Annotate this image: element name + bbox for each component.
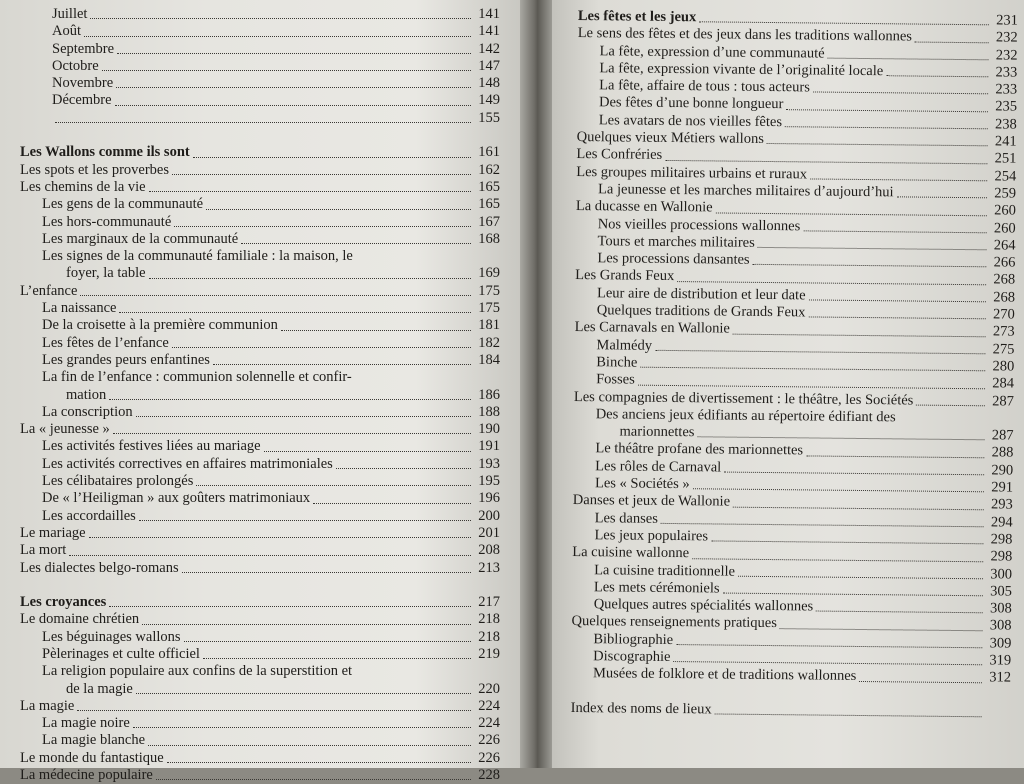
toc-page-number: 309 (985, 635, 1011, 653)
toc-entry (20, 646, 500, 663)
toc-page-number: 141 (474, 6, 500, 23)
toc-entry-label: Les dialectes belgo-romans (20, 560, 179, 577)
toc-entry (20, 41, 500, 58)
toc-page-number: 195 (474, 473, 500, 490)
dot-leader (810, 177, 987, 181)
toc-entry-first-line: La fin de l’enfance : communion solennelle et confir- (20, 369, 500, 386)
dot-leader (699, 21, 989, 26)
dot-leader (196, 484, 471, 486)
toc-page-number: 232 (991, 47, 1017, 65)
toc-entry-label: Les processions dansantes (575, 250, 749, 269)
toc-entry-label: Le mariage (20, 525, 86, 542)
toc-page-number: 184 (474, 352, 500, 369)
toc-entry (20, 352, 500, 369)
dot-leader (886, 74, 988, 77)
toc-entry-label: Les Confréries (576, 146, 662, 164)
toc-entry-first-line: Les signes de la communauté familiale : la maison, le (20, 248, 500, 265)
toc-entry-label: Les croyances (20, 594, 106, 611)
toc-page-number: 188 (474, 404, 500, 421)
dot-leader (733, 505, 984, 510)
toc-entry (20, 629, 500, 646)
dot-leader (336, 467, 471, 469)
toc-page-number: 208 (474, 542, 500, 559)
toc-page-number: 149 (474, 92, 500, 109)
toc-page-number: 232 (992, 30, 1018, 48)
dot-leader (184, 640, 471, 642)
toc-entry-label: Les béguinages wallons (20, 629, 181, 646)
toc-page-number: 218 (474, 611, 500, 628)
toc-entry-label: Août (20, 23, 81, 40)
dot-leader (113, 432, 471, 434)
toc-entry-label: Les Wallons comme ils sont (20, 144, 190, 161)
toc-entry (20, 387, 500, 404)
toc-entry (20, 300, 500, 317)
dot-leader (264, 450, 471, 452)
toc-entry (20, 58, 500, 75)
dot-leader (109, 605, 471, 607)
toc-page-number: 226 (474, 732, 500, 749)
toc-page-number: 161 (474, 144, 500, 161)
toc-page-number: 300 (986, 566, 1012, 584)
toc-page-number: 308 (985, 618, 1011, 636)
dot-leader (809, 298, 986, 302)
dot-leader (206, 208, 471, 210)
dot-leader (758, 246, 987, 250)
toc-entry-label: L’enfance (20, 283, 77, 300)
toc-entry (20, 473, 500, 490)
toc-entry-label: Les mets cérémoniels (572, 579, 720, 598)
toc-entry (20, 732, 500, 749)
toc-page-number: 231 (992, 12, 1018, 30)
dot-leader (149, 277, 471, 279)
toc-entry (20, 681, 500, 698)
toc-page-number: 287 (988, 393, 1014, 411)
toc-page-number: 148 (474, 75, 500, 92)
toc-entry-label: Des fêtes d’une bonne longueur (577, 94, 784, 113)
toc-page-number: 217 (474, 594, 500, 611)
dot-leader (241, 242, 471, 244)
toc-page-number: 260 (990, 220, 1016, 238)
dot-leader (803, 229, 986, 233)
toc-entry-label: Musées de folklore et de traditions wallonnes (571, 665, 857, 685)
toc-entry-label: Fosses (574, 371, 635, 389)
dot-leader (665, 159, 987, 164)
toc-entry (20, 179, 500, 196)
toc-entry-label: La mort (20, 542, 66, 559)
dot-leader (213, 363, 471, 365)
toc-entry-label: Juillet (20, 6, 87, 23)
left-page (0, 0, 520, 768)
toc-entry-label: Quelques autres spécialités wallonnes (572, 596, 814, 616)
toc-entry (20, 23, 500, 40)
toc-page-number: 287 (987, 427, 1013, 445)
toc-page-number: 308 (986, 600, 1012, 618)
toc-page-number: 219 (474, 646, 500, 663)
dot-leader (109, 398, 471, 400)
dot-leader (149, 190, 471, 192)
dot-leader (677, 280, 986, 285)
toc-page-number: 162 (474, 162, 500, 179)
toc-entry-label: Malmédy (574, 337, 652, 355)
toc-entry (20, 335, 500, 352)
toc-page-number: 290 (987, 462, 1013, 480)
toc-entry (20, 542, 500, 559)
toc-page-number: 280 (988, 358, 1014, 376)
toc-entry (20, 404, 500, 421)
toc-list-left (20, 6, 500, 784)
toc-entry-label: Septembre (20, 41, 114, 58)
dot-leader (715, 713, 982, 718)
dot-leader (806, 454, 984, 458)
toc-page-number: 147 (474, 58, 500, 75)
toc-page-number: 190 (474, 421, 500, 438)
toc-entry-label: foyer, la table (20, 265, 146, 282)
toc-page-number: 181 (474, 317, 500, 334)
toc-page-number: 224 (474, 698, 500, 715)
toc-entry-label: Leur aire de distribution et leur date (575, 285, 806, 305)
toc-entry (20, 715, 500, 732)
toc-entry-label: Les fêtes de l’enfance (20, 335, 169, 352)
dot-leader (102, 69, 471, 71)
toc-spacer (20, 127, 500, 144)
dot-leader (767, 142, 988, 146)
toc-entry-label: La jeunesse et les marches militaires d’aujourd’hui (576, 181, 894, 202)
toc-entry-first-line: Des anciens jeux édifiants au répertoire édifiant des (574, 406, 1014, 428)
dot-leader (139, 519, 471, 521)
dot-leader (716, 211, 987, 216)
dot-leader (813, 91, 988, 95)
toc-list-right (571, 8, 1018, 722)
dot-leader (640, 366, 985, 372)
toc-page-number: 233 (991, 82, 1017, 100)
toc-entry-label: Décembre (20, 92, 112, 109)
toc-entry (20, 508, 500, 525)
toc-entry (20, 456, 500, 473)
dot-leader (916, 403, 985, 406)
toc-entry (20, 611, 500, 628)
toc-page-number: 266 (989, 254, 1015, 272)
toc-entry-label: De la croisette à la première communion (20, 317, 278, 334)
toc-entry-label: Les Carnavals en Wallonie (575, 319, 730, 338)
dot-leader (692, 557, 983, 562)
toc-entry-label: Les avatars de nos vieilles fêtes (577, 112, 782, 131)
dot-leader (148, 744, 471, 746)
toc-entry (20, 438, 500, 455)
dot-leader (780, 627, 983, 631)
dot-leader (182, 571, 471, 573)
toc-entry-label: Les Grands Feux (575, 267, 674, 285)
toc-entry-label: Les hors-communauté (20, 214, 171, 231)
toc-page-number: 196 (474, 490, 500, 507)
dot-leader (828, 57, 989, 61)
toc-entry-label: Quelques traditions de Grands Feux (575, 302, 806, 322)
toc-section-heading (20, 144, 500, 161)
toc-page-number: 175 (474, 300, 500, 317)
dot-leader (673, 660, 982, 665)
toc-entry-label: La « jeunesse » (20, 421, 110, 438)
toc-entry-label: Les jeux populaires (572, 527, 708, 546)
toc-page-number: 201 (474, 525, 500, 542)
dot-leader (174, 225, 471, 227)
toc-page-number: 254 (990, 168, 1016, 186)
dot-leader (77, 709, 471, 711)
dot-leader (808, 316, 985, 320)
toc-entry-label: Danses et jeux de Wallonie (573, 492, 730, 511)
toc-entry-label: Les activités festives liées au mariage (20, 438, 261, 455)
dot-leader (697, 436, 984, 441)
toc-entry-label: Les groupes militaires urbains et ruraux (576, 164, 807, 184)
toc-page-number: 200 (474, 508, 500, 525)
toc-page-number: 142 (474, 41, 500, 58)
toc-entry (20, 421, 500, 438)
dot-leader (281, 329, 471, 331)
dot-leader (84, 35, 471, 37)
toc-page-number: 270 (989, 306, 1015, 324)
toc-entry (20, 317, 500, 334)
toc-entry-label: Les grandes peurs enfantines (20, 352, 210, 369)
dot-leader (786, 108, 988, 112)
toc-page-number: 259 (990, 185, 1016, 203)
toc-entry-label: Bibliographie (571, 631, 673, 649)
toc-entry (20, 560, 500, 577)
toc-page-number: 264 (989, 237, 1015, 255)
toc-page-number: 294 (987, 514, 1013, 532)
book-gutter (520, 0, 552, 768)
dot-leader (172, 173, 471, 175)
toc-entry-label: Le monde du fantastique (20, 750, 164, 767)
dot-leader (723, 592, 983, 597)
toc-entry-label: La médecine populaire (20, 767, 153, 784)
dot-leader (733, 332, 986, 337)
toc-entry-label: Les célibataires prolongés (20, 473, 193, 490)
dot-leader (724, 471, 984, 476)
toc-entry-label: Les marginaux de la communauté (20, 231, 238, 248)
toc-page-number: 319 (985, 652, 1011, 670)
toc-spacer (20, 577, 500, 594)
toc-page-number: 251 (990, 151, 1016, 169)
toc-entry-label: La conscription (20, 404, 133, 421)
toc-page-number: 228 (474, 767, 500, 784)
toc-entry-label: Novembre (20, 75, 113, 92)
right-page (552, 0, 1024, 768)
toc-page-number: 288 (987, 445, 1013, 463)
toc-page-number: 168 (474, 231, 500, 248)
toc-entry (20, 196, 500, 213)
toc-entry-label: Les activités correctives en affaires matrimoniales (20, 456, 333, 473)
toc-entry (20, 490, 500, 507)
toc-entry-label: Les compagnies de divertissement : le théâtre, les Sociétés (574, 389, 914, 410)
toc-entry (571, 700, 1011, 722)
toc-page-number: 191 (474, 438, 500, 455)
toc-page-number: 268 (989, 289, 1015, 307)
toc-entry-label: Tours et marches militaires (575, 233, 754, 252)
toc-entry-label: Les danses (573, 510, 658, 528)
toc-entry-label: La fête, expression d’une communauté (577, 43, 824, 63)
dot-leader (661, 522, 984, 527)
dot-leader (80, 294, 471, 296)
toc-page-number: 305 (986, 583, 1012, 601)
toc-page-number: 186 (474, 387, 500, 404)
toc-entry-label: Quelques vieux Métiers wallons (577, 129, 764, 148)
toc-page-number: 275 (988, 341, 1014, 359)
toc-entry-label: Les accordailles (20, 508, 136, 525)
dot-leader (55, 121, 471, 123)
toc-entry-label: Le sens des fêtes et des jeux dans les traditions wallonnes (578, 25, 912, 46)
toc-entry (20, 214, 500, 231)
toc-entry-label: Le théâtre profane des marionnettes (573, 440, 803, 460)
toc-entry-label: Discographie (571, 648, 670, 666)
toc-page-number: 226 (474, 750, 500, 767)
toc-entry-first-line: La religion populaire aux confins de la superstition et (20, 663, 500, 680)
toc-entry (20, 767, 500, 784)
toc-entry-label: Octobre (20, 58, 99, 75)
toc-entry-label: La fête, expression vivante de l’originalité locale (577, 60, 883, 80)
toc-entry-label: Les « Sociétés » (573, 475, 690, 494)
dot-leader (69, 554, 471, 556)
toc-entry-label: Quelques renseignements pratiques (571, 613, 777, 632)
toc-entry-label: La ducasse en Wallonie (576, 198, 713, 217)
toc-page-number: 224 (474, 715, 500, 732)
toc-entry-label: Les chemins de la vie (20, 179, 146, 196)
toc-entry (20, 6, 500, 23)
toc-entry (20, 92, 500, 109)
toc-page-number: 293 (987, 497, 1013, 515)
dot-leader (915, 40, 989, 43)
dot-leader (203, 657, 471, 659)
toc-page-number: 220 (474, 681, 500, 698)
toc-page-number: 235 (991, 99, 1017, 117)
dot-leader (897, 196, 987, 199)
toc-entry (20, 525, 500, 542)
dot-leader (117, 52, 471, 54)
toc-entry-label: La magie (20, 698, 74, 715)
toc-page-number: 165 (474, 179, 500, 196)
toc-entry-label: marionnettes (573, 423, 694, 442)
dot-leader (816, 610, 983, 614)
dot-leader (655, 349, 985, 354)
toc-page-number: 167 (474, 214, 500, 231)
dot-leader (693, 488, 984, 493)
toc-entry-label: La magie blanche (20, 732, 145, 749)
toc-entry-label: Index des noms de lieux (571, 700, 712, 719)
toc-page-number: 175 (474, 283, 500, 300)
toc-entry (20, 265, 500, 282)
toc-page-number: 273 (989, 324, 1015, 342)
toc-page-number: 260 (990, 203, 1016, 221)
dot-leader (753, 263, 987, 267)
dot-leader (89, 536, 471, 538)
toc-page-number: 291 (987, 479, 1013, 497)
dot-leader (90, 17, 471, 19)
toc-entry (20, 698, 500, 715)
dot-leader (115, 104, 471, 106)
toc-page-number: 284 (988, 376, 1014, 394)
dot-leader (116, 86, 471, 88)
toc-entry-label: Les fêtes et les jeux (578, 8, 697, 27)
toc-page-number: 169 (474, 265, 500, 282)
toc-entry-label: Binche (574, 354, 637, 372)
toc-entry-label: mation (20, 387, 106, 404)
dot-leader (859, 680, 982, 683)
dot-leader (785, 125, 988, 129)
toc-entry (20, 162, 500, 179)
dot-leader (119, 311, 471, 313)
dot-leader (711, 540, 983, 545)
toc-entry-label: La cuisine traditionnelle (572, 561, 735, 580)
toc-entry-label: La fête, affaire de tous : tous acteurs (577, 77, 810, 97)
toc-page-number: 141 (474, 23, 500, 40)
toc-page-number: 165 (474, 196, 500, 213)
dot-leader (136, 692, 471, 694)
toc-page-number: 241 (991, 133, 1017, 151)
dot-leader (136, 415, 471, 417)
toc-entry-label: Les spots et les proverbes (20, 162, 169, 179)
toc-entry-label: Le domaine chrétien (20, 611, 139, 628)
toc-page-number: 268 (989, 272, 1015, 290)
toc-page-number: 213 (474, 560, 500, 577)
toc-page-number: 193 (474, 456, 500, 473)
toc-page-number: 238 (991, 116, 1017, 134)
toc-entry-label: Pèlerinages et culte officiel (20, 646, 200, 663)
toc-page-number: 218 (474, 629, 500, 646)
toc-entry-label: La naissance (20, 300, 116, 317)
toc-entry (20, 231, 500, 248)
toc-entry (20, 283, 500, 300)
toc-page-number: 312 (985, 670, 1011, 688)
dot-leader (156, 778, 471, 780)
toc-entry (20, 110, 500, 127)
dot-leader (142, 623, 471, 625)
toc-entry-label: De « l’Heiligman » aux goûters matrimoniaux (20, 490, 310, 507)
toc-entry-label: de la magie (20, 681, 133, 698)
dot-leader (172, 346, 471, 348)
dot-leader (193, 156, 471, 158)
toc-entry (20, 75, 500, 92)
toc-entry-label: Nos vieilles processions wallonnes (576, 216, 801, 236)
toc-page-number: 233 (991, 64, 1017, 82)
dot-leader (167, 761, 471, 763)
toc-entry-label: La magie noire (20, 715, 130, 732)
toc-page-number: 182 (474, 335, 500, 352)
dot-leader (638, 383, 985, 389)
toc-page-number: 155 (474, 110, 500, 127)
dot-leader (676, 643, 982, 648)
toc-page-number: 298 (986, 549, 1012, 567)
dot-leader (738, 575, 983, 580)
toc-page-number: 298 (986, 531, 1012, 549)
toc-entry-label: La cuisine wallonne (572, 544, 689, 563)
toc-section-heading (20, 594, 500, 611)
toc-entry (20, 750, 500, 767)
dot-leader (313, 502, 471, 504)
toc-entry-label: Les gens de la communauté (20, 196, 203, 213)
dot-leader (133, 726, 471, 728)
toc-entry-label: Les rôles de Carnaval (573, 458, 721, 477)
